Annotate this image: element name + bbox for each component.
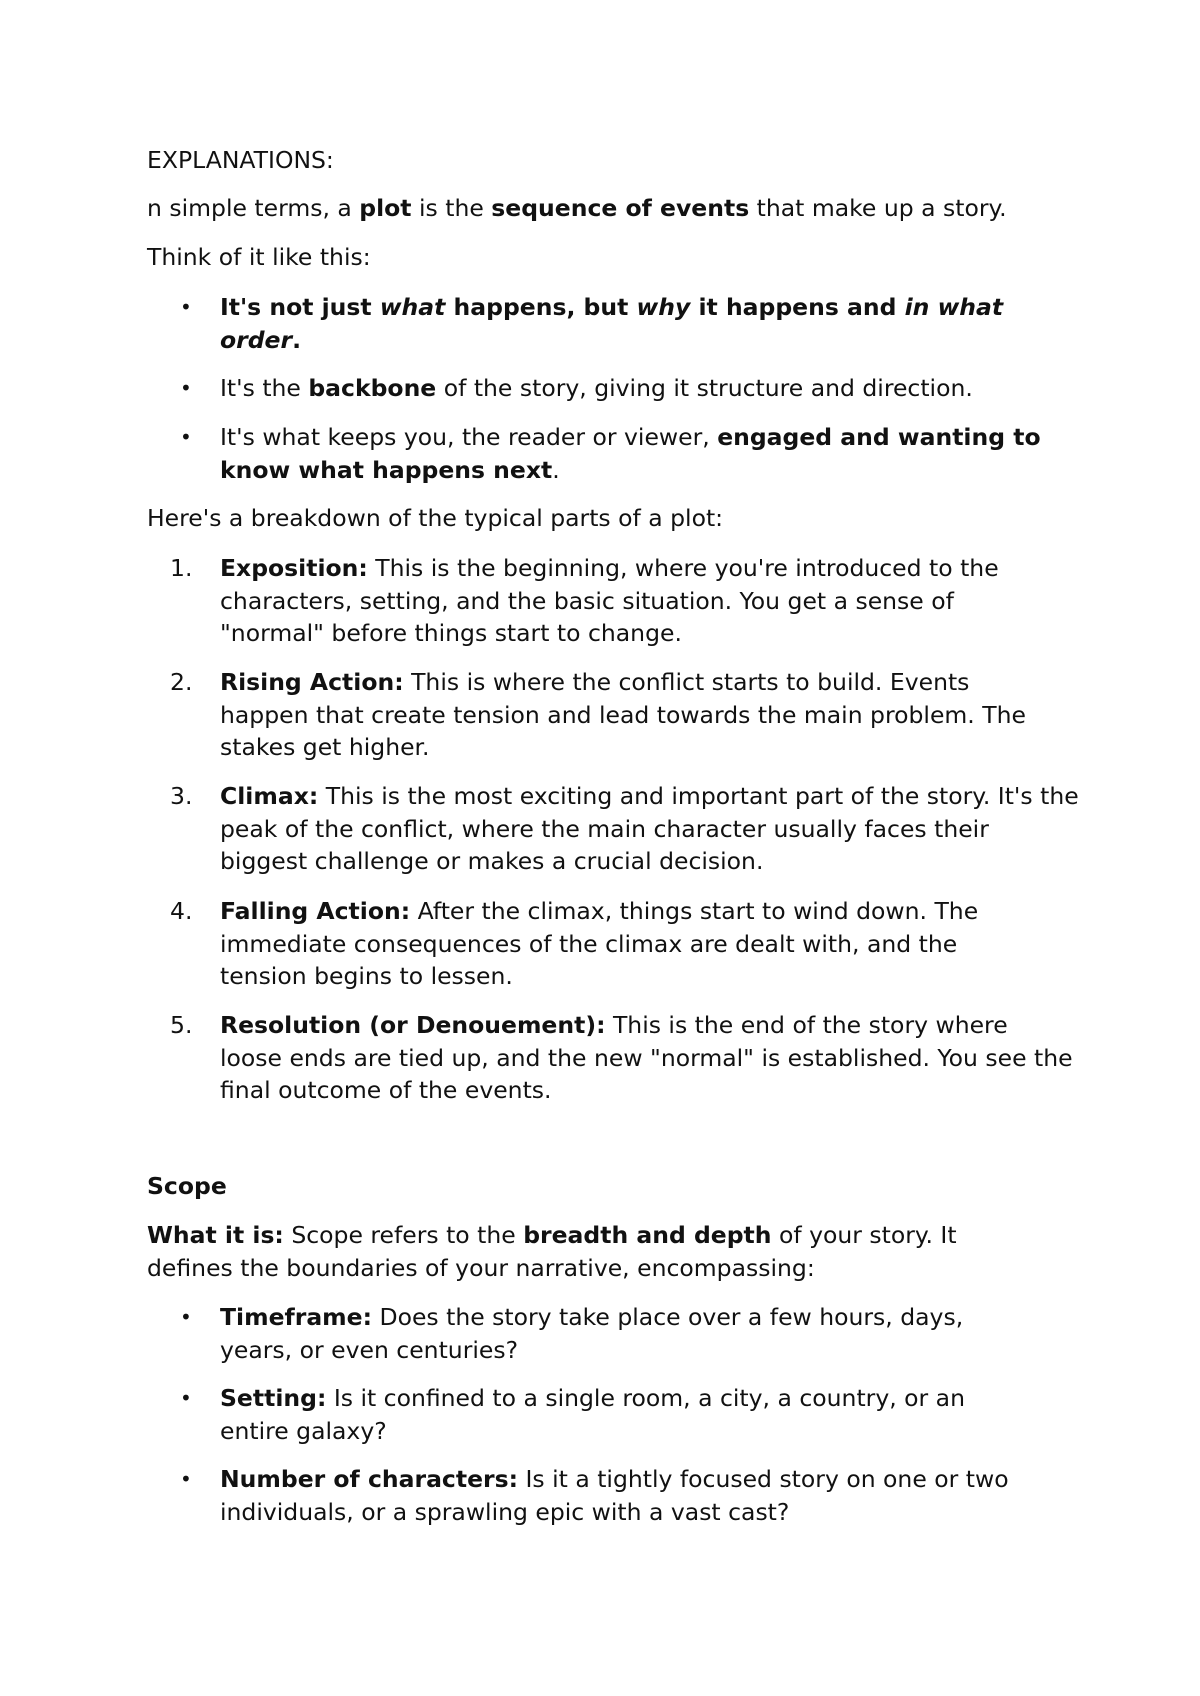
bullet-italic-what: what [379, 293, 446, 321]
list-item-label: Rising Action: [220, 668, 404, 696]
intro-paragraph [147, 192, 1077, 225]
scope-what-text: Scope refers to the [283, 1221, 524, 1249]
scope-what-label: What it is: [147, 1221, 284, 1249]
bullet-text: It's what keeps you, the reader or viewer, [220, 423, 718, 451]
breakdown-intro: Here's a breakdown of the typical parts of a plot: [147, 504, 724, 532]
list-number: 4. [170, 897, 193, 925]
bullet-marker: • [180, 1467, 192, 1491]
list-item-climax [220, 780, 1080, 878]
list-number: 5. [170, 1011, 193, 1039]
list-item-label: Falling Action: [220, 897, 411, 925]
scope-definition [147, 1219, 1017, 1284]
scope-item-label: Number of characters: [220, 1465, 519, 1493]
scope-item-setting [220, 1382, 1025, 1447]
bullet-item [220, 372, 1080, 405]
bullet-marker: • [180, 425, 192, 449]
intro-bold-sequence: sequence of events [491, 194, 750, 222]
bullet-marker: • [180, 1386, 192, 1410]
bullet-bold-text: . [292, 325, 302, 354]
bullet-bold-text: happens, but [445, 293, 637, 321]
scope-item-label: Timeframe: [220, 1303, 373, 1331]
intro-bold-plot: plot [359, 194, 412, 222]
bullet-bold-engaged: engaged and wanting to know what happens next [220, 423, 1041, 484]
list-item-resolution [220, 1009, 1075, 1107]
scope-what-text: of your story. It defines the boundaries of your narrative, encompassing: [147, 1221, 957, 1282]
scope-item-timeframe [220, 1301, 1025, 1366]
bullet-text: of the story, giving it structure and direction. [436, 374, 973, 402]
list-number: 2. [170, 668, 193, 696]
bullet-marker: • [180, 1305, 192, 1329]
list-item-exposition [220, 552, 1050, 650]
intro-text-2: is the [411, 194, 492, 222]
bullet-bold-backbone: backbone [308, 374, 437, 402]
bullet-item [220, 291, 1040, 356]
list-item-label: Exposition: [220, 554, 368, 582]
bullet-item [220, 421, 1055, 486]
bullet-italic-order: in what order [220, 293, 1004, 354]
scope-heading [147, 1170, 1077, 1203]
scope-item-label: Setting: [220, 1384, 327, 1412]
bullet-bold-text: It's not just [220, 293, 380, 321]
list-item-text: This is the most exciting and important part of the story. It's the peak of the conflict, where the main character usually faces their biggest challenge or makes a crucial decision. [220, 782, 1079, 875]
list-number: 1. [170, 554, 193, 582]
scope-item-text: Is it a tightly focused story on one or two individuals, or a sprawling epic with a vast cast? [220, 1465, 1009, 1526]
page-heading: EXPLANATIONS: [147, 146, 334, 174]
list-item-text: This is the beginning, where you're introduced to the characters, setting, and the basic situation. You get a sense of "normal" before things start to change. [220, 554, 999, 647]
list-item-text: After the climax, things start to wind down. The immediate consequences of the climax are dealt with, and the tension begins to lessen. [220, 897, 979, 990]
bullet-italic-why: why [636, 293, 691, 321]
list-item-label: Climax: [220, 782, 319, 810]
bullet-text: It's the [220, 374, 309, 402]
list-item-rising-action [220, 666, 1050, 764]
intro-text-3: that make up a story. [749, 194, 1007, 222]
bullet-text: . [552, 455, 560, 484]
bullet-bold-text: it happens and [690, 293, 905, 321]
bullet-marker: • [180, 295, 192, 319]
list-item-text: This is where the conflict starts to build. Events happen that create tension and lead towards the main problem. The stakes get higher. [220, 668, 1026, 761]
scope-bold-breadth: breadth and depth [523, 1221, 772, 1249]
scope-item-text: Is it confined to a single room, a city, a country, or an entire galaxy? [220, 1384, 965, 1445]
list-item-label: Resolution (or Denouement): [220, 1011, 606, 1039]
list-item-text: This is the end of the story where loose ends are tied up, and the new "normal" is established. You see the final outcome of the events. [220, 1011, 1073, 1104]
bullet-marker: • [180, 376, 192, 400]
think-paragraph: Think of it like this: [147, 243, 371, 271]
scope-item-text: Does the story take place over a few hours, days, years, or even centuries? [220, 1303, 964, 1364]
scope-item-characters [220, 1463, 1060, 1528]
scope-heading-text: Scope [147, 1172, 227, 1200]
list-number: 3. [170, 782, 193, 810]
list-item-falling-action [220, 895, 1040, 993]
intro-text-1: n simple terms, a [147, 194, 360, 222]
